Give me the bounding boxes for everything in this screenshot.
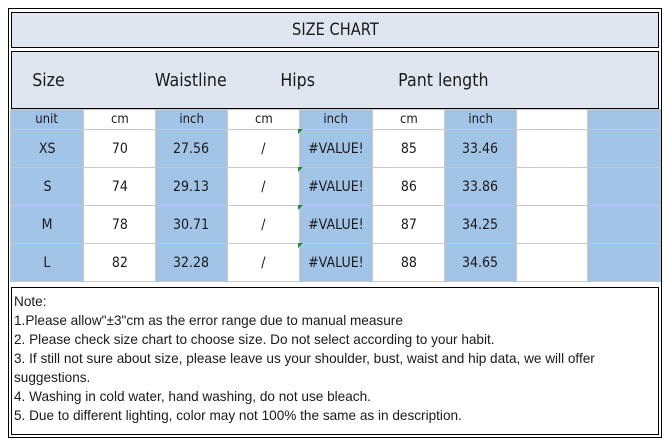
- empty-cell: [588, 130, 661, 168]
- size-cell: XS: [11, 130, 84, 168]
- hips-cm-cell: /: [228, 206, 300, 244]
- unit-cell: [588, 110, 661, 130]
- table-row: [11, 130, 661, 168]
- waist-cm-cell: 82: [84, 244, 156, 282]
- pant-cm-cell: 85: [373, 130, 445, 168]
- size-cell: L: [11, 244, 84, 282]
- table-row: [11, 244, 661, 282]
- pant-cm-cell: 86: [373, 168, 445, 206]
- waist-cm-cell: 70: [84, 130, 156, 168]
- empty-cell: [517, 244, 588, 282]
- pant-inch-cell: 33.86: [445, 168, 517, 206]
- header-row: [11, 51, 659, 109]
- pant-length-header: Pant length: [397, 69, 489, 91]
- empty-cell: [517, 206, 588, 244]
- waistline-header: Waistline: [155, 69, 227, 91]
- size-cell: S: [11, 168, 84, 206]
- pant-inch-cell: 33.46: [445, 130, 517, 168]
- note-item: 5. Due to different lighting, color may not 100% the same as in description.: [14, 408, 462, 423]
- size-header: Size: [31, 69, 65, 91]
- table-row: [11, 168, 661, 206]
- hips-cm-cell: /: [228, 130, 300, 168]
- hips-inch-cell: #VALUE!: [300, 130, 373, 168]
- hips-cm-cell: /: [228, 244, 300, 282]
- hips-inch-cell: #VALUE!: [300, 206, 373, 244]
- unit-cell: cm: [84, 110, 156, 130]
- unit-cell: [517, 110, 588, 130]
- waist-cm-cell: 78: [84, 206, 156, 244]
- unit-cell: cm: [373, 110, 445, 130]
- note-item: 1.Please allow"±3"cm as the error range due to manual measure: [14, 313, 403, 328]
- notes-box: [11, 287, 659, 435]
- waist-inch-cell: 30.71: [156, 206, 228, 244]
- note-item: 4. Washing in cold water, hand washing, do not use bleach.: [14, 389, 371, 404]
- error-marker-icon: [298, 243, 303, 248]
- error-marker-icon: [298, 205, 303, 210]
- error-marker-icon: [298, 129, 303, 134]
- unit-row: [11, 110, 661, 130]
- pant-cm-cell: 88: [373, 244, 445, 282]
- waist-inch-cell: 29.13: [156, 168, 228, 206]
- unit-cell: inch: [445, 110, 517, 130]
- hips-inch-cell: #VALUE!: [300, 244, 373, 282]
- hips-header: Hips: [280, 69, 316, 91]
- unit-cell: inch: [156, 110, 228, 130]
- pant-cm-cell: 87: [373, 206, 445, 244]
- unit-cell: cm: [228, 110, 300, 130]
- empty-cell: [517, 168, 588, 206]
- notes-heading: Note:: [14, 294, 47, 309]
- note-item: 3. If still not sure about size, please leave us your shoulder, bust, waist and hip data, we will offer suggestions.: [14, 351, 595, 385]
- waist-inch-cell: 27.56: [156, 130, 228, 168]
- unit-label-cell: unit: [11, 110, 84, 130]
- size-cell: M: [11, 206, 84, 244]
- waist-inch-cell: 32.28: [156, 244, 228, 282]
- empty-cell: [588, 244, 661, 282]
- empty-cell: [588, 168, 661, 206]
- pant-inch-cell: 34.65: [445, 244, 517, 282]
- note-item: 2. Please check size chart to choose size. Do not select according to your habit.: [14, 332, 495, 347]
- table-row: [11, 206, 661, 244]
- size-chart-title: SIZE CHART: [11, 12, 659, 48]
- pant-inch-cell: 34.25: [445, 206, 517, 244]
- unit-cell: inch: [300, 110, 373, 130]
- size-table: [10, 109, 661, 282]
- hips-cm-cell: /: [228, 168, 300, 206]
- error-marker-icon: [298, 167, 303, 172]
- empty-cell: [588, 206, 661, 244]
- hips-inch-cell: #VALUE!: [300, 168, 373, 206]
- empty-cell: [517, 130, 588, 168]
- waist-cm-cell: 74: [84, 168, 156, 206]
